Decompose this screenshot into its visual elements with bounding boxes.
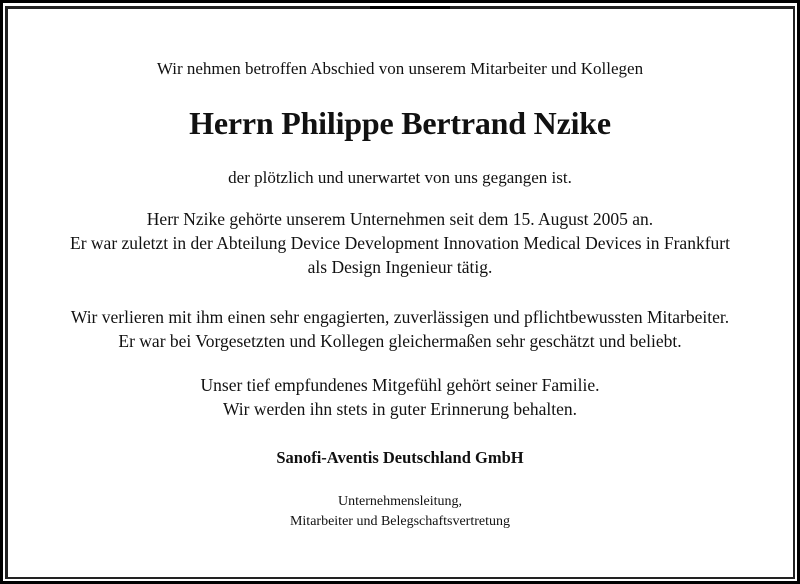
paragraph-employment [10,207,790,279]
paragraph-line: Wir verlieren mit ihm einen sehr engagierten, zuverlässigen und pflichtbewussten Mitarbeiter. [70,307,730,327]
company-name: Sanofi-Aventis Deutschland GmbH [276,448,524,467]
paragraph-tribute [10,305,790,353]
paragraph-line: Er war zuletzt in der Abteilung Device Development Innovation Medical Devices in Frankfurt [70,233,730,253]
signoff-line: Unternehmensleitung, [337,494,463,509]
top-border-accent [370,6,450,9]
paragraph-line: Wir werden ihn stets in guter Erinnerung behalten. [222,399,578,419]
subline: der plötzlich und unerwartet von uns gegangen ist. [228,168,572,187]
signoff-line: Mitarbeiter und Belegschaftsvertretung [289,514,511,529]
intro-line: Wir nehmen betroffen Abschied von unserem Mitarbeiter und Kollegen [156,59,644,78]
paragraph-condolence [10,373,790,421]
paragraph-line: Er war bei Vorgesetzten und Kollegen gleichermaßen sehr geschätzt und beliebt. [118,331,682,351]
paragraph-line: Herr Nzike gehörte unserem Unternehmen seit dem 15. August 2005 an. [146,209,654,229]
signoff-block [10,492,790,532]
paragraph-line: als Design Ingenieur tätig. [307,257,493,277]
deceased-name-heading: Herrn Philippe Bertrand Nzike [189,105,611,141]
paragraph-line: Unser tief empfundenes Mitgefühl gehört seiner Familie. [200,375,600,395]
